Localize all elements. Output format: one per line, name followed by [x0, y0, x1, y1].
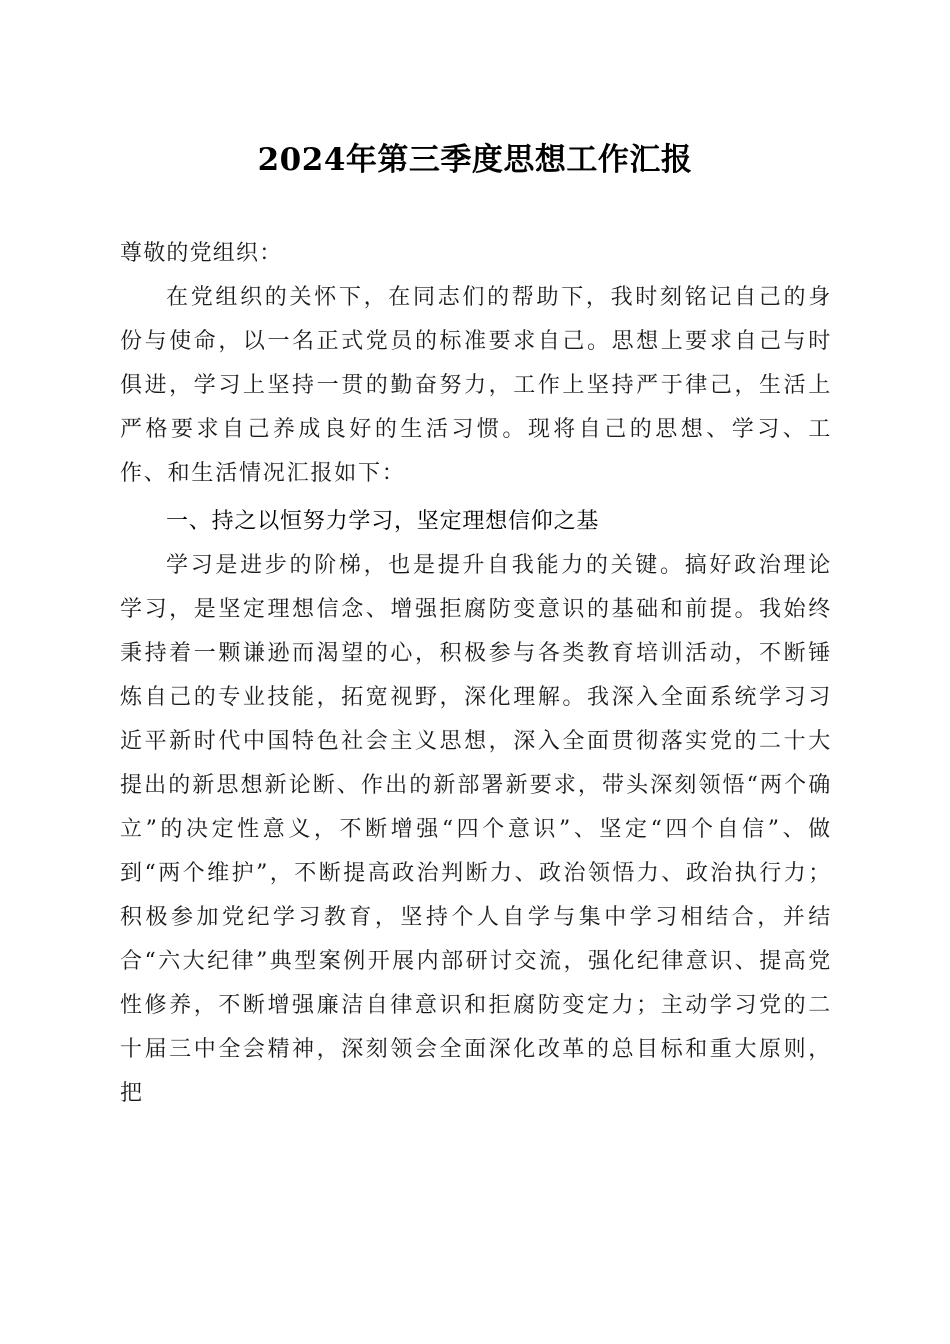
- section-paragraph: 学习是进步的阶梯，也是提升自我能力的关键。搞好政治理论学习，是坚定理想信念、增强拒腐防变意识的基础和前提。我始终秉持着一颗谦逊而渴望的心，积极参与各类教育培训活动，不断锤炼自己的专业技能，拓宽视野，深化理解。我深入全面系统学习习近平新时代中国特色社会主义思想，深入全面贯彻落实党的二十大提出的新思想新论断、作出的新部署新要求，带头深刻领悟“两个确立”的决定性意义，不断增强“四个意识”、坚定“四个自信”、做到“两个维护”，不断提高政治判断力、政治领悟力、政治执行力；积极参加党纪学习教育，坚持个人自学与集中学习相结合，并结合“六大纪律”典型案例开展内部研讨交流，强化纪律意识、提高党性修养，不断增强廉洁自律意识和拒腐防变定力；主动学习党的二十届三中全会精神，深刻领会全面深化改革的总目标和重大原则，把: [120, 553, 832, 1106]
- intro-paragraph: 在党组织的关怀下，在同志们的帮助下，我时刻铭记自己的身份与使命，以一名正式党员的标准要求自己。思想上要求自己与时俱进，学习上坚持一贯的勤奋努力，工作上坚持严于律己，生活上严格要求自己养成良好的生活习惯。现将自己的思想、学习、工作、和生活情况汇报如下：: [120, 285, 832, 486]
- salutation: 尊敬的党组织：: [120, 241, 283, 266]
- document-title: 2024年第三季度思想工作汇报: [257, 142, 693, 178]
- section-heading: 一、持之以恒努力学习，坚定理想信仰之基: [166, 509, 600, 534]
